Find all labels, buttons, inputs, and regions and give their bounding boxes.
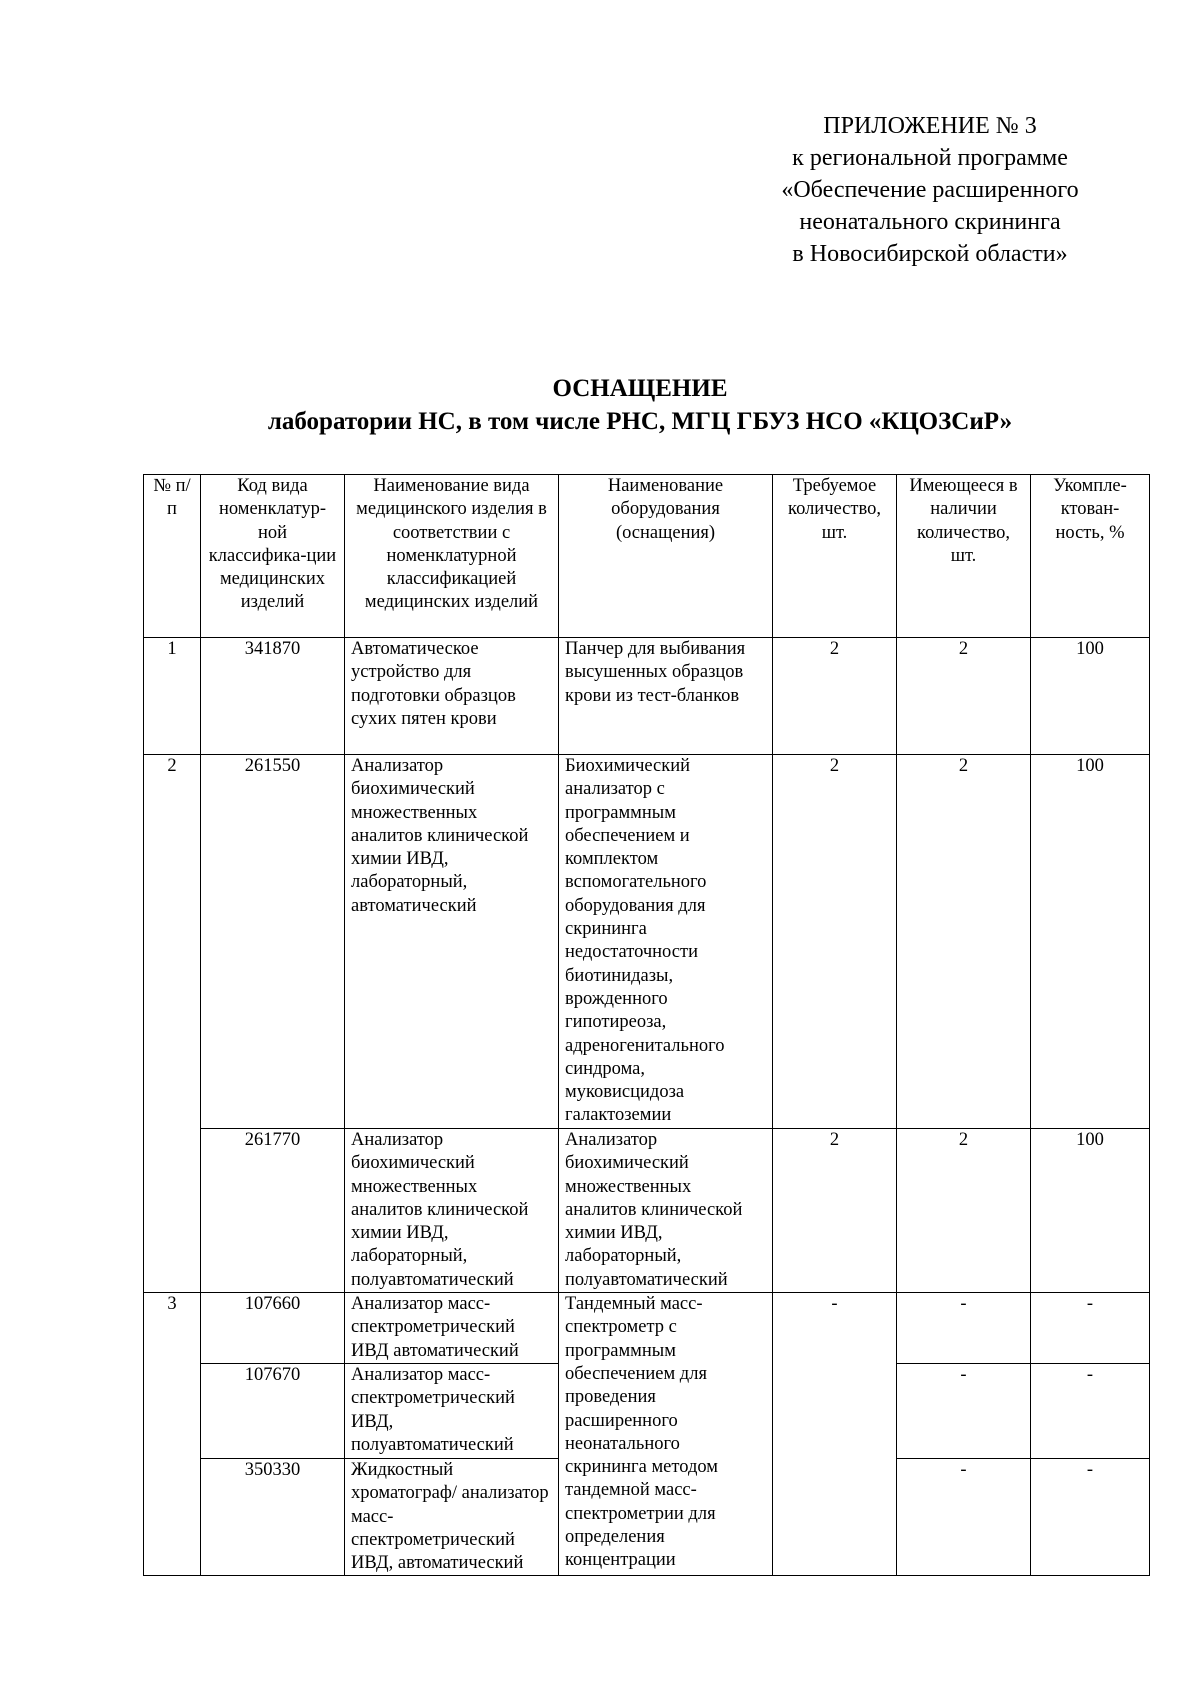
table-row (144, 755, 1150, 1129)
header-equipment: Наименование оборудования (оснащения) (559, 475, 773, 638)
title-subtitle: лаборатории НС, в том числе РНС, МГЦ ГБУЗ НСО «КЦОЗСиР» (267, 408, 1013, 435)
cell-available: - (897, 1293, 1031, 1364)
cell-code: 261550 (201, 755, 345, 1129)
appendix-line: «Обеспечение расширенного (781, 177, 1079, 203)
cell-completeness: - (1031, 1363, 1150, 1458)
header-code: Код вида номенклатур-ной классифика-ции медицинских изделий (201, 475, 345, 638)
table-row (144, 1129, 1150, 1293)
cell-completeness: - (1031, 1293, 1150, 1364)
cell-completeness: 100 (1031, 755, 1150, 1129)
header-number: № п/п (144, 475, 201, 638)
document-title (140, 372, 1140, 438)
cell-available: - (897, 1458, 1031, 1575)
cell-code: 350330 (201, 1458, 345, 1575)
cell-required: 2 (773, 1129, 897, 1293)
cell-equipment: Панчер для выбивания высушенных образцов крови из тест-бланков (559, 638, 773, 755)
cell-completeness: - (1031, 1458, 1150, 1575)
cell-kind: Анализатор масс-спектрометрический ИВД автоматический (345, 1293, 559, 1364)
cell-kind: Жидкостный хроматограф/ анализатор масс-спектрометрический ИВД, автоматический (345, 1458, 559, 1575)
cell-required: - (773, 1293, 897, 1576)
cell-code: 107670 (201, 1363, 345, 1458)
cell-kind: Анализатор масс-спектрометрический ИВД, полуавтоматический (345, 1363, 559, 1458)
header-required: Требуемое количество, шт. (773, 475, 897, 638)
cell-equipment: Анализатор биохимический множественных аналитов клинической химии ИВД, лабораторный, полуавтоматический (559, 1129, 773, 1293)
cell-available: - (897, 1363, 1031, 1458)
cell-available: 2 (897, 755, 1031, 1129)
cell-code: 341870 (201, 638, 345, 755)
header-completeness: Укомпле-ктован-ность, % (1031, 475, 1150, 638)
table-row (144, 1293, 1150, 1364)
appendix-line: в Новосибирской области» (792, 241, 1068, 267)
appendix-block (720, 110, 1140, 270)
cell-number: 3 (144, 1293, 201, 1576)
title-main: ОСНАЩЕНИЕ (552, 375, 728, 402)
cell-kind: Анализатор биохимический множественных аналитов клинической химии ИВД, лабораторный, полуавтоматический (345, 1129, 559, 1293)
cell-available: 2 (897, 1129, 1031, 1293)
cell-equipment: Тандемный масс-спектрометр с программным обеспечением для проведения расширенного неонатального скрининга методом тандемной масс-спектрометрии для определения концентрации (559, 1293, 773, 1576)
table-row (144, 638, 1150, 755)
cell-code: 107660 (201, 1293, 345, 1364)
cell-required: 2 (773, 638, 897, 755)
cell-completeness: 100 (1031, 1129, 1150, 1293)
table-header-row (144, 475, 1150, 638)
cell-code: 261770 (201, 1129, 345, 1293)
header-kind: Наименование вида медицинского изделия в соответствии с номенклатурной классификацией медицинских изделий (345, 475, 559, 638)
cell-kind: Автоматическое устройство для подготовки образцов сухих пятен крови (345, 638, 559, 755)
appendix-line: неонатального скрининга (799, 209, 1061, 235)
header-available: Имеющееся в наличии количество, шт. (897, 475, 1031, 638)
cell-available: 2 (897, 638, 1031, 755)
cell-required: 2 (773, 755, 897, 1129)
cell-completeness: 100 (1031, 638, 1150, 755)
cell-number: 2 (144, 755, 201, 1293)
appendix-line: ПРИЛОЖЕНИЕ № 3 (823, 113, 1037, 139)
cell-number: 1 (144, 638, 201, 755)
cell-equipment: Биохимический анализатор с программным обеспечением и комплектом вспомогательного оборудования для скрининга недостаточности биотинидазы, врожденного гипотиреоза, адреногенитального синдрома, муковисцидоза галактоземии (559, 755, 773, 1129)
equipment-table (143, 474, 1150, 1576)
cell-kind: Анализатор биохимический множественных аналитов клинической химии ИВД, лабораторный, автоматический (345, 755, 559, 1129)
appendix-line: к региональной программе (792, 145, 1068, 171)
